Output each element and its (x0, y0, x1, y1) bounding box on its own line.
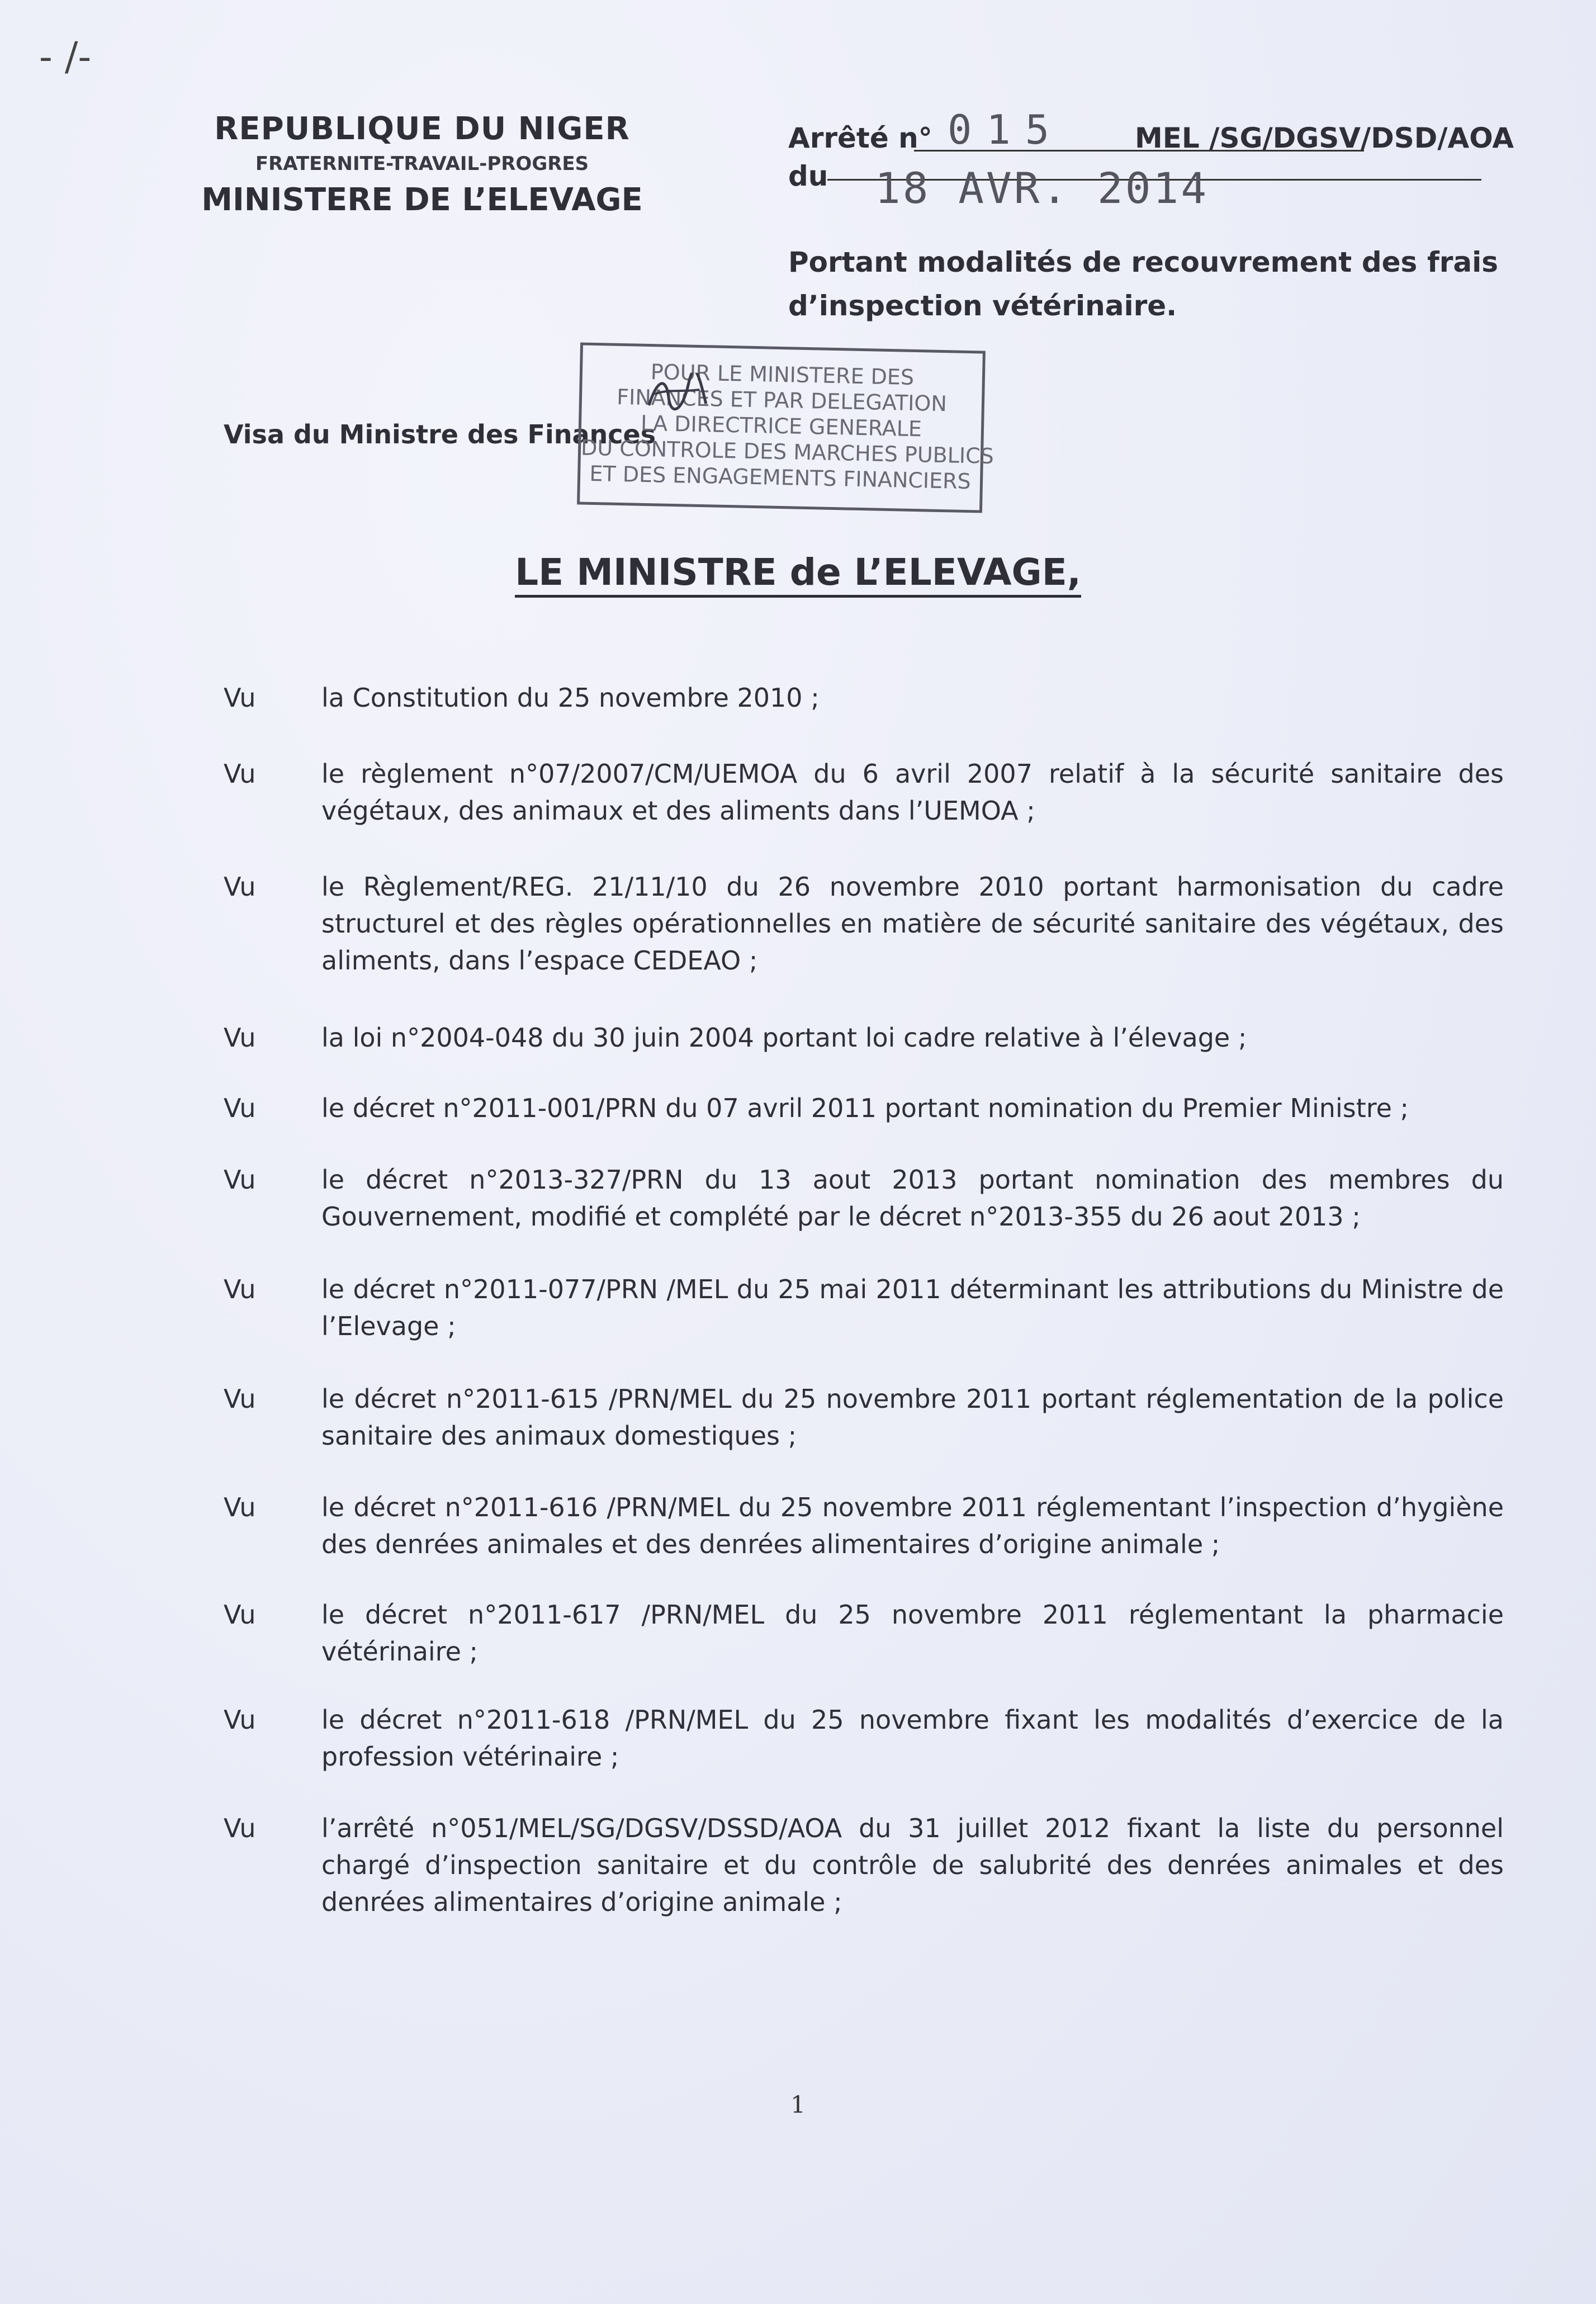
vu-label: Vu (224, 1492, 256, 1522)
page-number: 1 (790, 2091, 806, 2118)
stamp-line: FINANCES ET PAR DELEGATION (616, 384, 948, 417)
republic-motto: FRATERNITE-TRAVAIL-PROGRES (255, 153, 589, 175)
vu-clause-text: l’arrêté n°051/MEL/SG/DGSV/DSSD/AOA du 31 juillet 2012 fixant la liste du personnel chargé d’inspection sanitaire et du contrôle de salubrité des denrées animales et des denrées alimentaires d’origine animale ; (321, 1813, 1504, 1917)
du-label: du (788, 160, 828, 192)
stamp-line: POUR LE MINISTERE DES (650, 359, 915, 390)
main-title-text: LE MINISTRE de L’ELEVAGE, (515, 551, 1081, 598)
arrete-number-line (788, 106, 1514, 157)
vu-clause (224, 1810, 1504, 1920)
vu-label: Vu (224, 1600, 256, 1630)
vu-clause-text: la Constitution du 25 novembre 2010 ; (321, 683, 820, 713)
arrete-objet: Portant modalités de recouvrement des frais d’inspection vétérinaire. (788, 246, 1498, 322)
main-title (0, 551, 1596, 594)
vu-label: Vu (224, 683, 256, 713)
vu-clause (224, 1271, 1504, 1345)
vu-clause (224, 1596, 1504, 1670)
margin-mark: - /- (39, 34, 92, 79)
vu-clause (224, 1090, 1504, 1127)
vu-clause-text: le règlement n°07/2007/CM/UEMOA du 6 avril 2007 relatif à la sécurité sanitaire des végétaux, des animaux et des aliments dans l’UEMOA ; (321, 759, 1504, 826)
stamp-line: LA DIRECTRICE GENERALE (640, 410, 922, 442)
finance-stamp (577, 342, 994, 513)
vu-label: Vu (224, 1165, 256, 1195)
arrete-date-line (788, 157, 1498, 218)
vu-label: Vu (224, 1813, 256, 1843)
vu-clause (224, 1380, 1504, 1454)
vu-label: Vu (224, 1705, 256, 1735)
vu-clause (224, 868, 1504, 979)
vu-label: Vu (224, 872, 256, 902)
vu-clause-text: le décret n°2011-077/PRN /MEL du 25 mai 2011 déterminant les attributions du Ministre de l’Elevage ; (321, 1274, 1504, 1341)
stamp-line: ET DES ENGAGEMENTS FINANCIERS (589, 461, 972, 494)
stamp-line: DU CONTROLE DES MARCHES PUBLICS (580, 435, 994, 469)
header-left (190, 109, 654, 222)
visa-label: Visa du Ministre des Finances (224, 419, 656, 450)
vu-clause (224, 679, 1504, 716)
vu-clause-text: le Règlement/REG. 21/11/10 du 26 novembre 2010 portant harmonisation du cadre structurel et des règles opérationnelles en matière de sécurité sanitaire des végétaux, des aliments, dans l’espace CEDEAO ; (321, 872, 1504, 976)
arrete-number: 015 (948, 106, 1064, 153)
vu-clause (224, 1161, 1504, 1235)
vu-label: Vu (224, 1023, 256, 1053)
vu-clause (224, 755, 1504, 829)
arrete-label: Arrêté n° (788, 122, 932, 154)
header-right (788, 106, 1514, 328)
vu-clause-text: la loi n°2004-048 du 30 juin 2004 portant loi cadre relative à l’élevage ; (321, 1023, 1247, 1053)
arrete-date-stamp: 18 AVR. 2014 (875, 163, 1209, 213)
vu-clauses (224, 646, 1504, 1920)
ministry-title: MINISTERE DE L’ELEVAGE (201, 182, 643, 218)
vu-label: Vu (224, 1384, 256, 1414)
vu-clause-text: le décret n°2011-615 /PRN/MEL du 25 novembre 2011 portant réglementation de la police sanitaire des animaux domestiques ; (321, 1384, 1504, 1451)
vu-clause-text: le décret n°2011-618 /PRN/MEL du 25 novembre fixant les modalités d’exercice de la profession vétérinaire ; (321, 1705, 1504, 1772)
vu-clause-text: le décret n°2011-616 /PRN/MEL du 25 novembre 2011 réglementant l’inspection d’hygiène des denrées animales et des denrées alimentaires d’origine animale ; (321, 1492, 1504, 1559)
vu-clause (224, 1489, 1504, 1563)
vu-clause (224, 1019, 1504, 1056)
vu-label: Vu (224, 1274, 256, 1304)
vu-clause-text: le décret n°2013-327/PRN du 13 aout 2013 portant nomination des membres du Gouvernement, modifié et complété par le décret n°2013-355 du 26 aout 2013 ; (321, 1165, 1504, 1232)
vu-clause (224, 1701, 1504, 1775)
vu-label: Vu (224, 1093, 256, 1123)
signature-scribble-icon (643, 372, 711, 418)
vu-clause-text: le décret n°2011-001/PRN du 07 avril 2011 portant nomination du Premier Ministre ; (321, 1093, 1409, 1123)
arrete-reference: MEL /SG/DGSV/DSD/AOA (1135, 122, 1514, 154)
vu-label: Vu (224, 759, 256, 789)
republic-title: REPUBLIQUE DU NIGER (214, 111, 630, 147)
vu-clause-text: le décret n°2011-617 /PRN/MEL du 25 novembre 2011 réglementant la pharmacie vétérinaire ; (321, 1600, 1504, 1667)
